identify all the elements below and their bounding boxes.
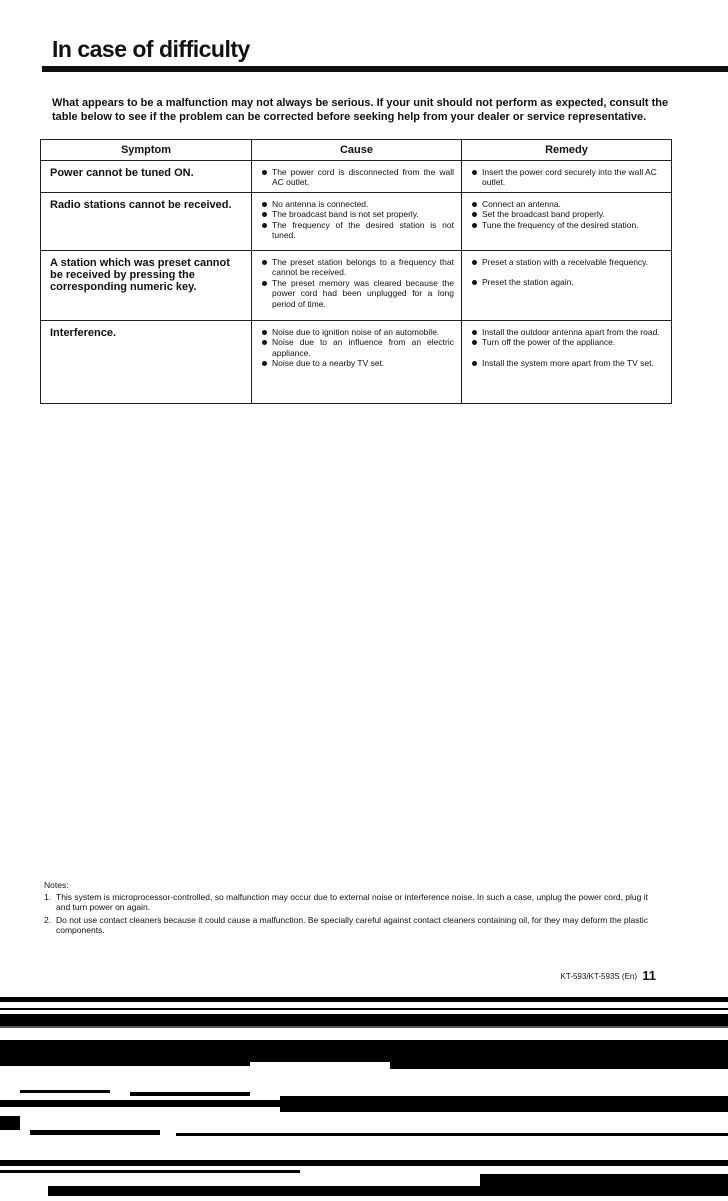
table-row — [41, 161, 672, 193]
cause-item: The preset memory was cleared because the power cord had been unplugged for a long period of time. — [260, 278, 454, 309]
scan-artifact — [0, 1170, 300, 1173]
header-cause: Cause — [252, 140, 462, 161]
cause-item: No antenna is connected. — [260, 199, 454, 209]
notes-heading: Notes: — [44, 880, 69, 890]
page-title: In case of difficulty — [52, 36, 250, 62]
cause-cell — [252, 161, 462, 193]
header-symptom: Symptom — [41, 140, 252, 161]
header-remedy: Remedy — [462, 140, 672, 161]
cause-item: The preset station belongs to a frequency that cannot be received. — [260, 257, 454, 278]
remedy-item: Turn off the power of the appliance. — [470, 337, 664, 347]
remedy-item: Connect an antenna. — [470, 199, 664, 209]
scan-artifact — [20, 1090, 110, 1093]
scan-artifact — [0, 1014, 728, 1026]
table-header-row — [41, 140, 672, 161]
cause-cell — [252, 251, 462, 321]
remedy-cell — [462, 251, 672, 321]
cause-item: Noise due to a nearby TV set. — [260, 358, 454, 368]
scan-artifact — [176, 1133, 728, 1136]
cause-item: Noise due to ignition noise of an automobile. — [260, 327, 454, 337]
cause-item: Noise due to an influence from an electric appliance. — [260, 337, 454, 358]
scan-artifact — [0, 1062, 250, 1066]
page-number: 11 — [642, 968, 656, 983]
remedy-item: Preset the station again. — [470, 277, 664, 287]
scan-artifact — [0, 1116, 20, 1130]
troubleshooting-table — [40, 139, 672, 404]
scan-artifact — [0, 1026, 728, 1028]
intro-paragraph: What appears to be a malfunction may not always be serious. If your unit should not perform as expected, consult the table below to see if the problem can be corrected before seeking help from your dealer or service representative. — [52, 97, 669, 123]
symptom-cell: Radio stations cannot be received. — [41, 193, 252, 251]
scan-artifact — [390, 1055, 728, 1069]
scan-artifact — [0, 997, 728, 1002]
note-item — [44, 915, 664, 936]
note-number: 1. — [44, 891, 52, 902]
remedy-cell — [462, 193, 672, 251]
table-row — [41, 321, 672, 404]
remedy-item: Preset a station with a receivable frequency. — [470, 257, 664, 267]
scan-artifact — [30, 1130, 160, 1135]
remedy-item: Tune the frequency of the desired station. — [470, 220, 664, 230]
remedy-item: Install the system more apart from the TV set. — [470, 358, 664, 368]
scan-artifact — [0, 1160, 728, 1166]
table-row — [41, 251, 672, 321]
model-label: KT-593/KT-593S (En) — [560, 972, 638, 981]
scan-artifact — [0, 1008, 728, 1010]
scan-artifact — [0, 1100, 280, 1107]
remedy-item: Install the outdoor antenna apart from the road. — [470, 327, 664, 337]
cause-item: The broadcast band is not set properly. — [260, 209, 454, 219]
page-footer — [561, 968, 656, 983]
symptom-cell: Interference. — [41, 321, 252, 404]
scan-artifact — [130, 1092, 250, 1096]
scan-artifact — [48, 1186, 728, 1196]
table-row — [41, 193, 672, 251]
title-rule — [42, 66, 728, 72]
note-text: Do not use contact cleaners because it could cause a malfunction. Be specially careful against contact cleaners containing oil, for they may deform the plastic components. — [56, 914, 649, 935]
cause-item: The frequency of the desired station is not tuned. — [260, 220, 454, 241]
notes-section — [44, 880, 664, 938]
remedy-item: Insert the power cord securely into the wall AC outlet. — [470, 167, 664, 188]
symptom-cell: Power cannot be tuned ON. — [41, 161, 252, 193]
remedy-item: Set the broadcast band properly. — [470, 209, 664, 219]
remedy-cell — [462, 321, 672, 404]
cause-cell — [252, 321, 462, 404]
note-item — [44, 892, 664, 913]
cause-cell — [252, 193, 462, 251]
note-text: This system is microprocessor-controlled, so malfunction may occur due to external noise or interference noise. In such a case, unplug the power cord, plug it and turn power on again. — [56, 891, 648, 912]
note-number: 2. — [44, 914, 52, 925]
cause-item: The power cord is disconnected from the wall AC outlet. — [260, 167, 454, 188]
symptom-cell: A station which was preset cannot be received by pressing the corresponding numeric key. — [41, 251, 252, 321]
scan-artifact — [280, 1096, 728, 1112]
remedy-cell — [462, 161, 672, 193]
